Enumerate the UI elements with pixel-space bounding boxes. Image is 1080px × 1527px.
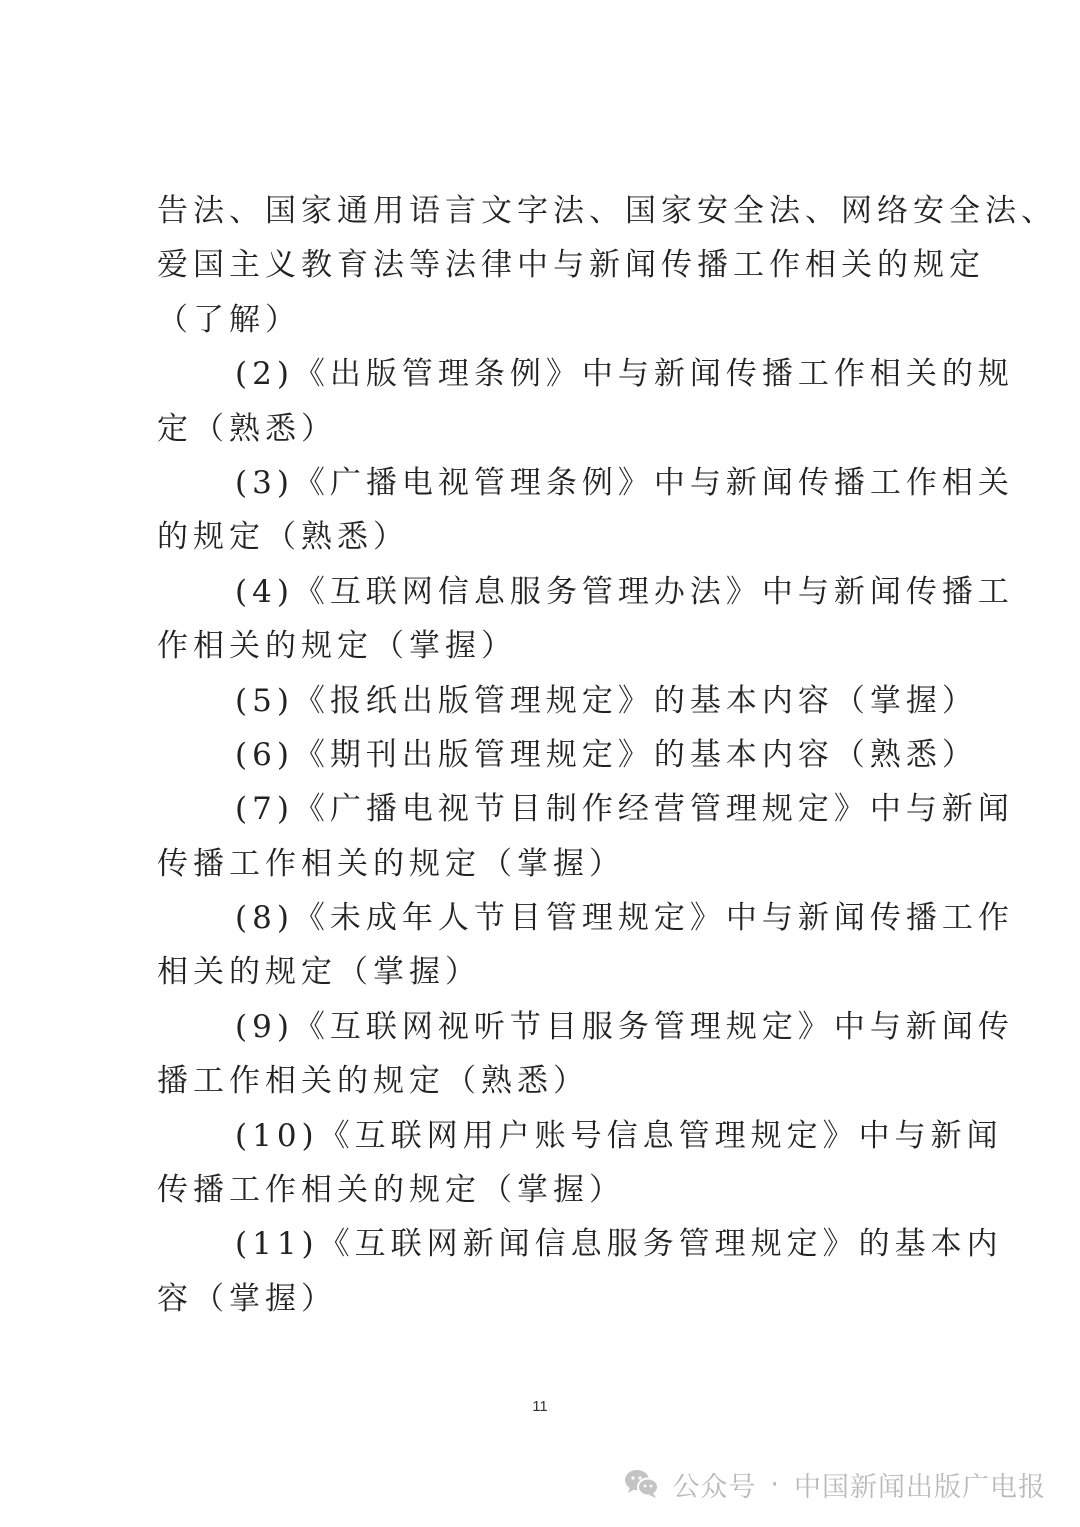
text-line: (10)《互联网用户账号信息管理规定》中与新闻 — [235, 1117, 1003, 1154]
document-body — [157, 184, 1057, 1326]
watermark-separator: · — [770, 1468, 780, 1500]
text-line: 传播工作相关的规定（掌握） — [157, 845, 625, 882]
text-line: 传播工作相关的规定（掌握） — [157, 1172, 625, 1209]
text-line: (3)《广播电视管理条例》中与新闻传播工作相关 — [235, 464, 1014, 501]
text-line: 播工作相关的规定（熟悉） — [157, 1063, 589, 1100]
text-line: (5)《报纸出版管理规定》的基本内容（掌握） — [235, 682, 978, 719]
text-line: (7)《广播电视节目制作经营管理规定》中与新闻 — [235, 791, 1014, 828]
wechat-icon — [624, 1468, 660, 1500]
watermark-source: 中国新闻出版广电报 — [794, 1471, 1046, 1503]
text-line: (2)《出版管理条例》中与新闻传播工作相关的规 — [235, 356, 1014, 393]
text-line: (9)《互联网视听节目服务管理规定》中与新闻传 — [235, 1008, 1014, 1045]
page-number: 11 — [532, 1398, 548, 1415]
text-line: （了解） — [157, 301, 301, 338]
text-line: 告法、国家通用语言文字法、国家安全法、网络安全法、 — [157, 193, 1057, 229]
text-line: 的规定（熟悉） — [157, 519, 409, 556]
text-line: 定（熟悉） — [157, 410, 337, 447]
text-line: 爱国主义教育法等法律中与新闻传播工作相关的规定 — [157, 247, 985, 284]
text-line: 作相关的规定（掌握） — [157, 628, 517, 665]
watermark-label: 公众号 — [672, 1471, 757, 1503]
text-line: 相关的规定（掌握） — [157, 954, 481, 991]
text-line: (4)《互联网信息服务管理办法》中与新闻传播工 — [235, 573, 1014, 610]
text-line: (11)《互联网新闻信息服务管理规定》的基本内 — [235, 1226, 1003, 1263]
wechat-watermark — [624, 1462, 1046, 1506]
text-line: 容（掌握） — [157, 1280, 337, 1317]
text-line: (6)《期刊出版管理规定》的基本内容（熟悉） — [235, 736, 978, 773]
text-line: (8)《未成年人节目管理规定》中与新闻传播工作 — [235, 900, 1014, 937]
